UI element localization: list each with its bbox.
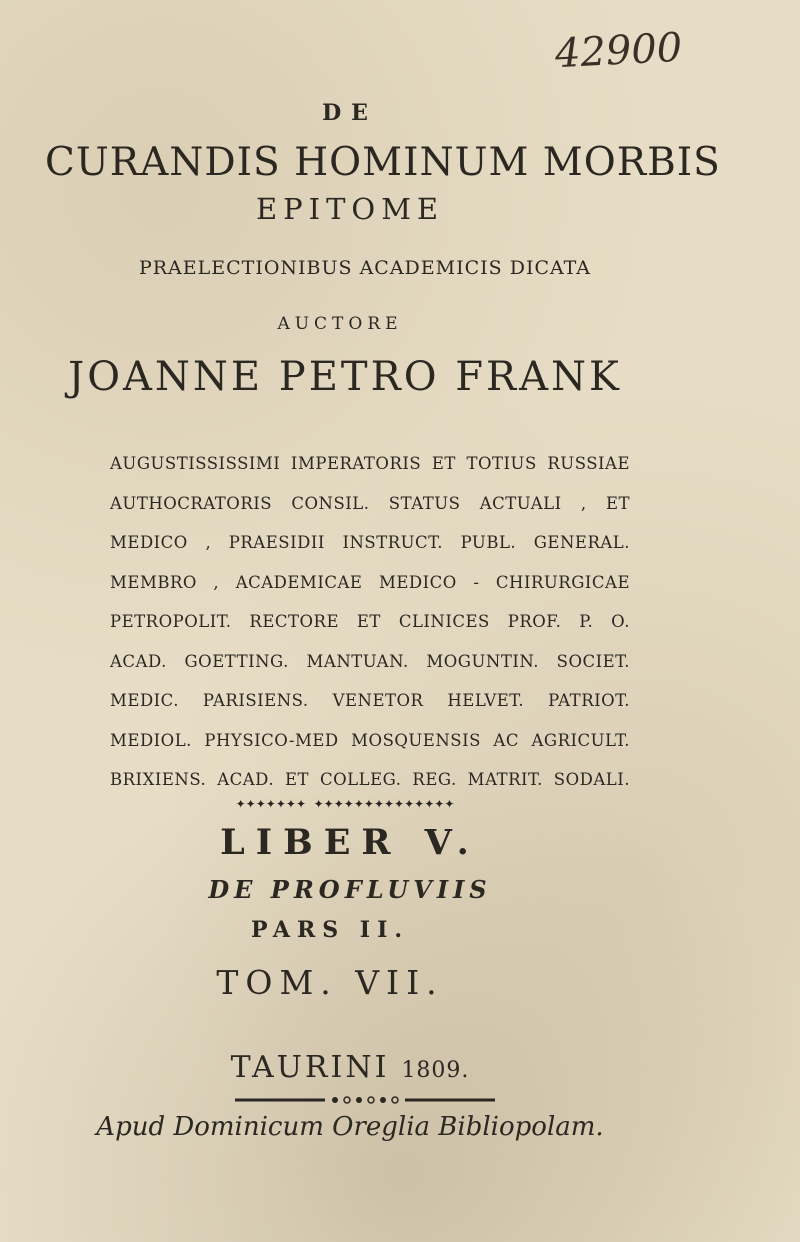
author-title-line: MEDICO , PRAESIDII INSTRUCT. PUBL. GENERAL. <box>110 533 630 552</box>
auctore-label: AUCTORE <box>277 314 403 334</box>
book-subtitle: EPITOME <box>255 192 445 226</box>
author-title-line: PETROPOLIT. RECTORE ET CLINICES PROF. P. O. <box>110 612 630 631</box>
author-title-line: BRIXIENS. ACAD. ET COLLEG. REG. MATRIT. SODALI. <box>110 770 630 789</box>
author-title-line: AUGUSTISSISSIMI IMPERATORIS ET TOTIUS RUSSIAE <box>110 454 630 473</box>
ornamental-rule: ✦✦✦✦✦✦✦ ✦✦✦✦✦✦✦✦✦✦✦✦✦✦ <box>235 797 455 811</box>
imprint-place: TAURINI <box>230 1050 390 1085</box>
author-title-line: AUTHOCRATORIS CONSIL. STATUS ACTUALI , ET <box>110 493 630 513</box>
title-preposition: DE <box>322 100 378 126</box>
author-title-line: MEDIOL. PHYSICO-MED MOSQUENSIS AC AGRICULT. <box>110 730 630 750</box>
volume-number: TOM. VII. <box>216 963 444 1002</box>
decorative-rule <box>235 1095 495 1105</box>
handwritten-shelf-mark: 42900 <box>553 24 684 78</box>
imprint-year: 1809. <box>401 1058 470 1083</box>
dedication-line: PRAELECTIONIBUS ACADEMICIS DICATA <box>138 257 592 279</box>
author-name: JOANNE PETRO FRANK <box>68 354 622 400</box>
book-topic: DE PROFLUVIIS <box>208 875 492 904</box>
part-number: PARS II. <box>250 917 410 943</box>
book-number: LIBER V. <box>220 822 480 863</box>
imprint-line <box>0 1050 700 1085</box>
author-titles <box>110 444 630 800</box>
author-title-line: MEDIC. PARISIENS. VENETOR HELVET. PATRIOT. <box>110 691 630 710</box>
publisher-line: Apud Dominicum Oreglia Bibliopolam. <box>96 1112 604 1142</box>
book-title: CURANDIS HOMINUM MORBIS <box>45 140 721 185</box>
author-title-line: MEMBRO , ACADEMICAE MEDICO - CHIRURGICAE <box>110 572 630 592</box>
author-title-line: ACAD. GOETTING. MANTUAN. MOGUNTIN. SOCIET. <box>110 651 630 671</box>
